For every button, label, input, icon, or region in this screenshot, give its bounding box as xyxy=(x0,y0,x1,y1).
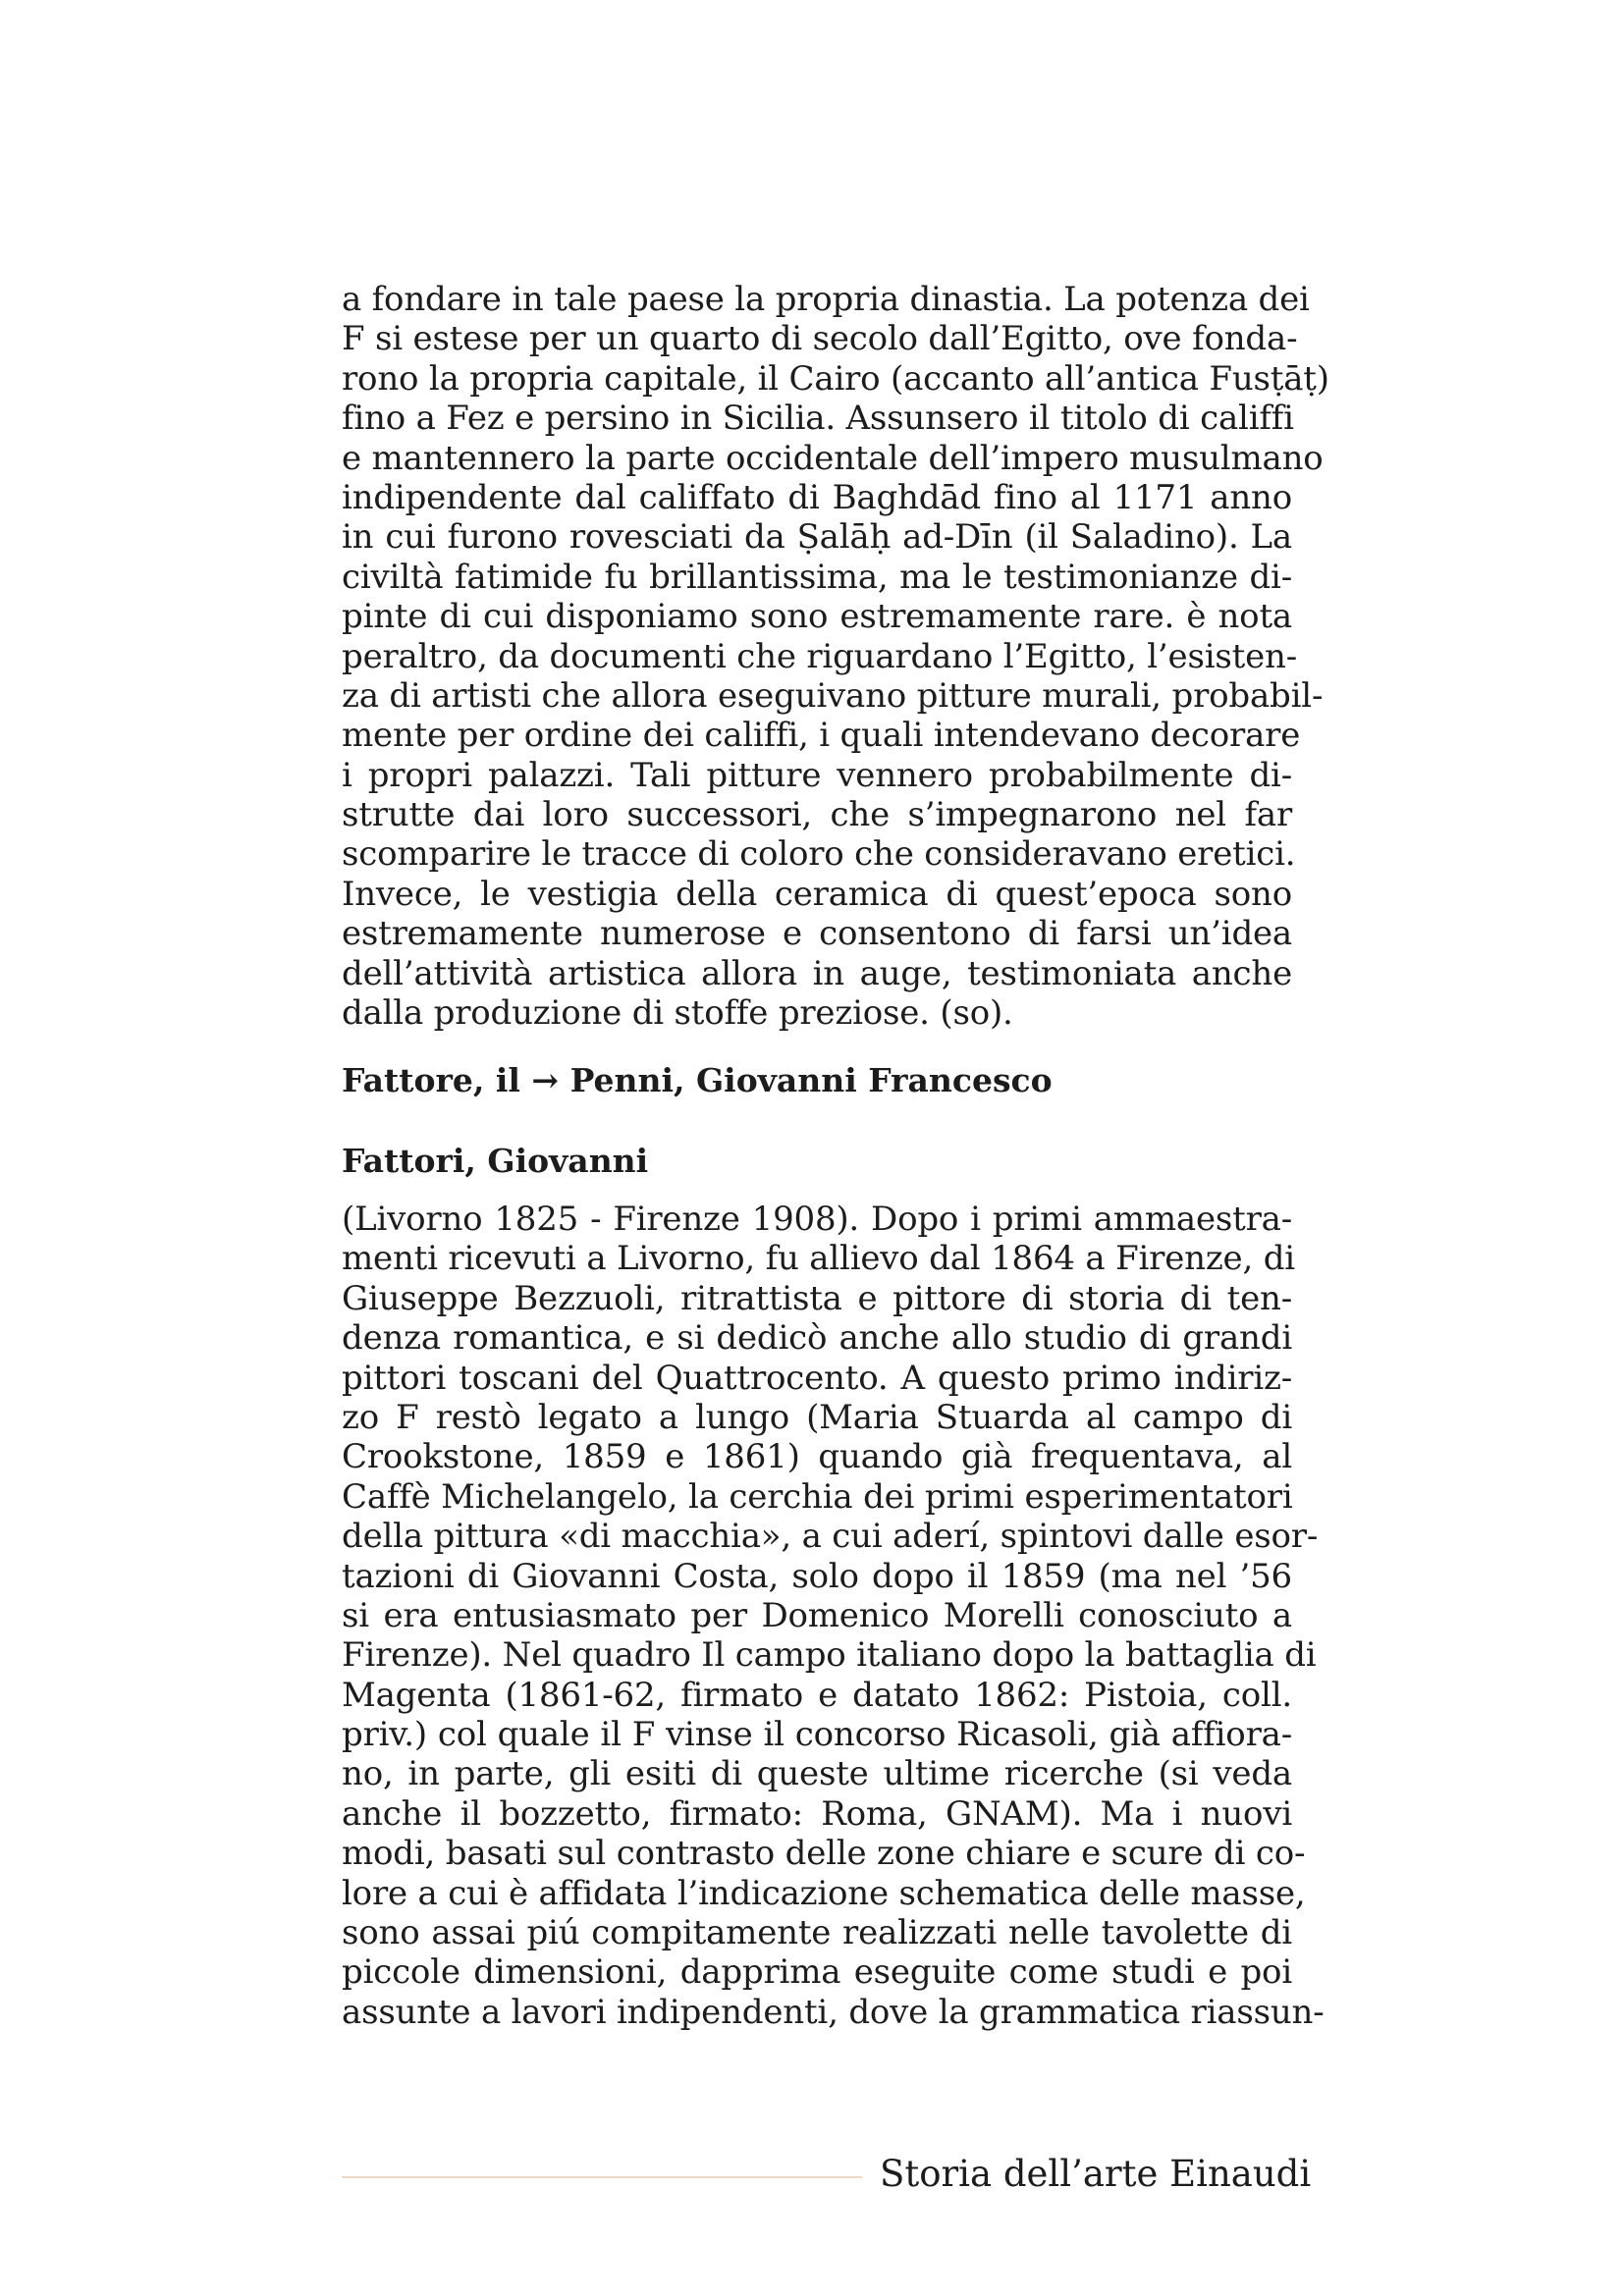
text-line: rono la propria capitale, il Cairo (accanto all’antica Fusṭāṭ) xyxy=(342,358,1329,399)
footer-title: Storia dell’arte Einaudi xyxy=(880,2153,1312,2195)
text-line: Magenta (1861-62, firmato e datato 1862: Pistoia, coll. xyxy=(342,1675,1292,1715)
text-line: (Livorno 1825 - Firenze 1908). Dopo i primi ammaestra- xyxy=(342,1200,1292,1239)
text-line: si era entusiasmato per Domenico Morelli conosciuto a xyxy=(342,1595,1292,1635)
text-line: pinte di cui disponiamo sono estremamente rare. è nota xyxy=(342,597,1292,637)
text-line: strutte dai loro successori, che s’impegnarono nel far xyxy=(342,795,1292,835)
entry-heading-fattore: Fattore, il → Penni, Giovanni Francesco xyxy=(342,1061,1053,1099)
text-line: in cui furono rovesciati da Ṣalāḥ ad-Dīn (il Saladino). La xyxy=(342,517,1292,558)
text-line: priv.) col quale il F vinse il concorso Ricasoli, già affiora- xyxy=(342,1715,1292,1755)
body-text-section-a xyxy=(342,280,1329,1034)
text-line: della pittura «di macchia», a cui aderí, spintovi dalle esor- xyxy=(342,1517,1319,1557)
text-line: indipendente dal califfato di Baghdād fino al 1171 anno xyxy=(342,477,1292,517)
text-line: denza romantica, e si dedicò anche allo studio di grandi xyxy=(342,1318,1292,1359)
text-line: dell’attività artistica allora in auge, testimoniata anche xyxy=(342,953,1292,993)
text-line: piccole dimensioni, dapprima eseguite come studi e poi xyxy=(342,1952,1292,1993)
text-line: menti ricevuti a Livorno, fu allievo dal 1864 a Firenze, di xyxy=(342,1239,1295,1279)
text-line: dalla produzione di stoffe preziose. (so). xyxy=(342,993,1013,1034)
text-line: tazioni di Giovanni Costa, solo dopo il 1859 (ma nel ’56 xyxy=(342,1556,1292,1596)
text-line: Crookstone, 1859 e 1861) quando già frequentava, al xyxy=(342,1437,1292,1477)
text-line: a fondare in tale paese la propria dinastia. La potenza dei xyxy=(342,280,1310,319)
body-text-fattori xyxy=(342,1200,1325,2032)
text-line: zo F restò legato a lungo (Maria Stuarda al campo di xyxy=(342,1397,1292,1437)
text-line: Firenze). Nel quadro Il campo italiano dopo la battaglia di xyxy=(342,1635,1317,1676)
text-line: sono assai piú compitamente realizzati nelle tavolette di xyxy=(342,1913,1292,1953)
text-line: lore a cui è affidata l’indicazione schematica delle masse, xyxy=(342,1873,1306,1913)
text-line: assunte a lavori indipendenti, dove la grammatica riassun- xyxy=(342,1992,1325,2032)
text-line: fino a Fez e persino in Sicilia. Assunsero il titolo di califfi xyxy=(342,399,1294,439)
text-line: za di artisti che allora eseguivano pitture murali, probabil- xyxy=(342,675,1324,716)
text-line: i propri palazzi. Tali pitture vennero probabilmente di- xyxy=(342,755,1292,795)
text-line: Invece, le vestigia della ceramica di quest’epoca sono xyxy=(342,874,1292,914)
text-line: mente per ordine dei califfi, i quali intendevano decorare xyxy=(342,716,1301,756)
text-line: peraltro, da documenti che riguardano l’Egitto, l’esisten- xyxy=(342,636,1297,676)
text-line: modi, basati sul contrasto delle zone chiare e scure di co- xyxy=(342,1834,1306,1874)
text-line: F si estese per un quarto di secolo dall’Egitto, ove fonda- xyxy=(342,319,1298,359)
entry-heading-fattori: Fattori, Giovanni xyxy=(342,1142,649,1180)
text-line: no, in parte, gli esiti di queste ultime ricerche (si veda xyxy=(342,1754,1292,1794)
text-line: anche il bozzetto, firmato: Roma, GNAM). Ma i nuovi xyxy=(342,1793,1292,1834)
text-line: pittori toscani del Quattrocento. A questo primo indiriz- xyxy=(342,1358,1292,1398)
text-line: Giuseppe Bezzuoli, ritrattista e pittore di storia di ten- xyxy=(342,1278,1292,1318)
text-line: estremamente numerose e consentono di farsi un’idea xyxy=(342,914,1292,954)
footer-rule xyxy=(342,2176,862,2178)
text-line: Caffè Michelangelo, la cerchia dei primi esperimentatori xyxy=(342,1476,1293,1517)
text-line: scomparire le tracce di coloro che consideravano eretici. xyxy=(342,834,1296,875)
text-line: e mantennero la parte occidentale dell’impero musulmano xyxy=(342,438,1324,478)
text-line: civiltà fatimide fu brillantissima, ma le testimonianze di- xyxy=(342,557,1292,597)
